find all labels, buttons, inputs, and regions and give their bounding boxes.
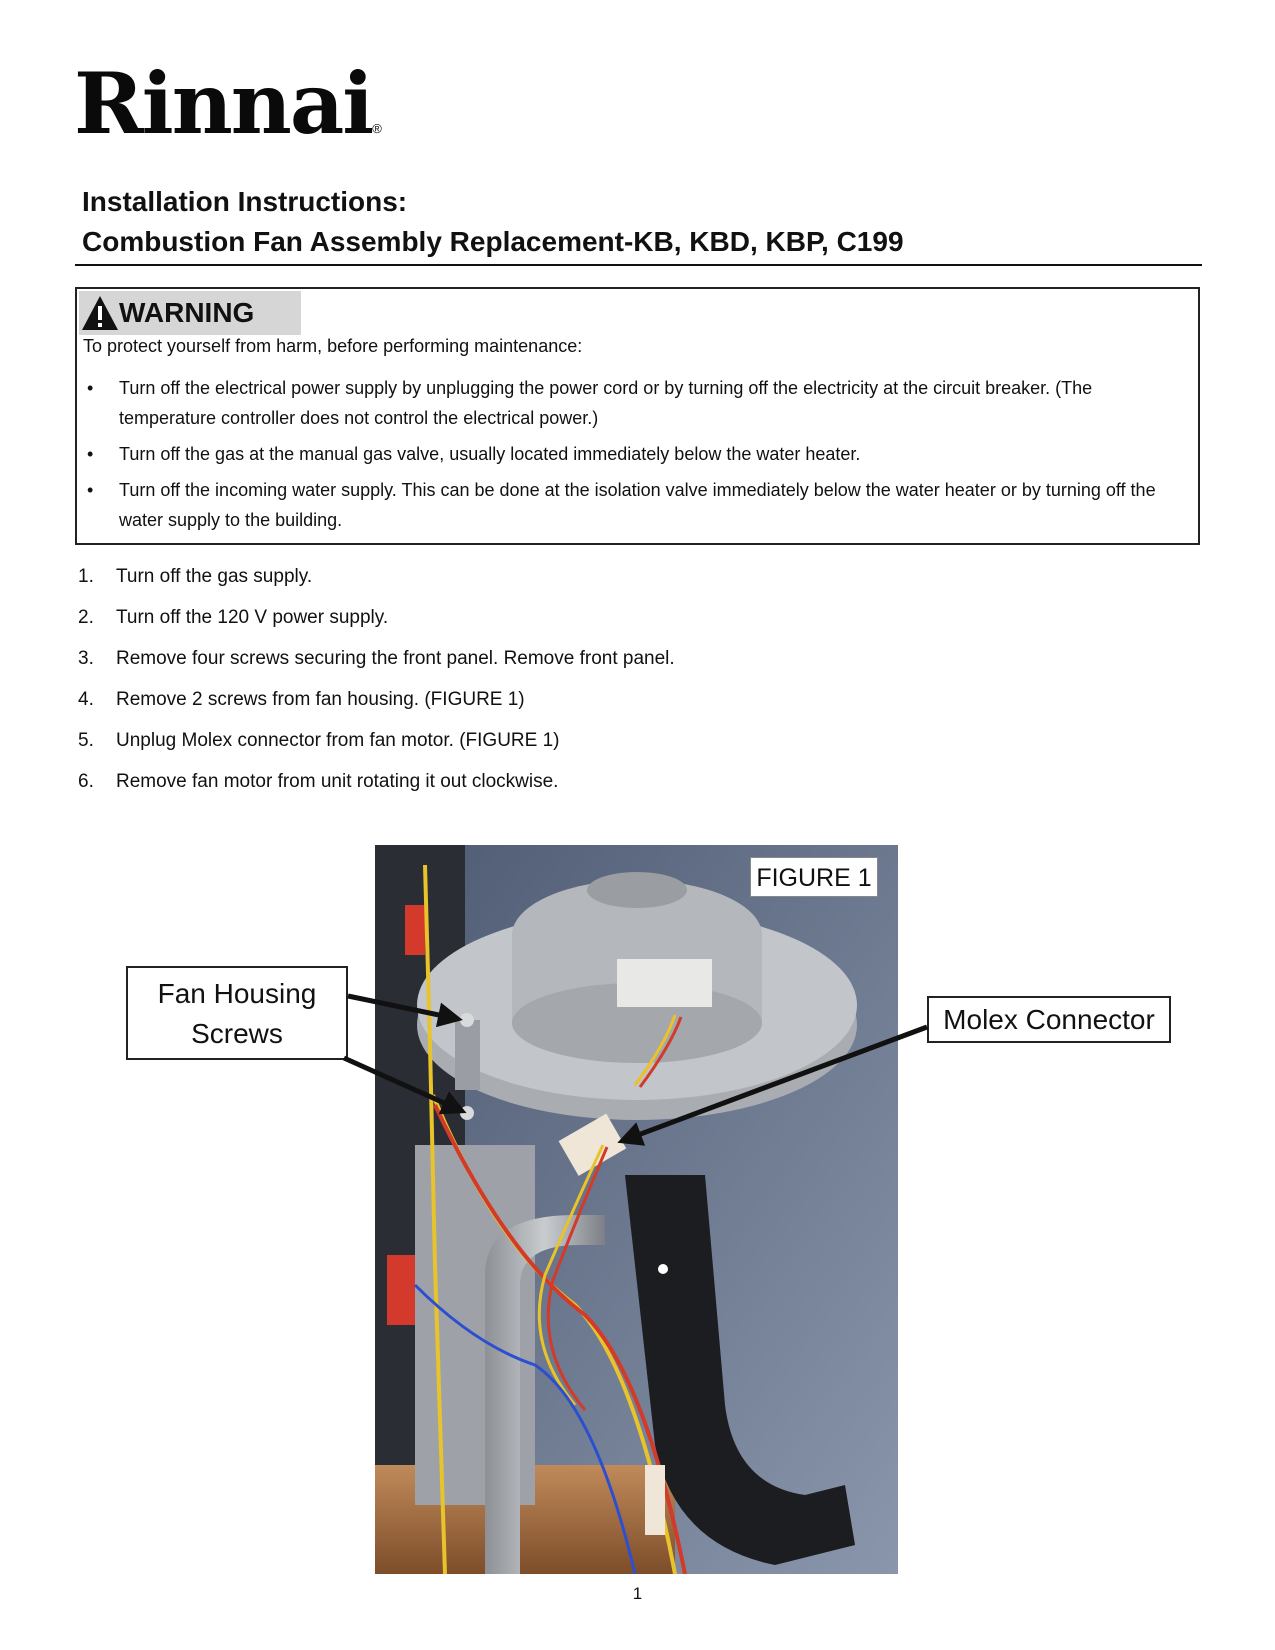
bullet: •: [87, 444, 94, 464]
step-number: 1.: [78, 566, 94, 587]
step-text: Turn off the 120 V power supply.: [116, 607, 389, 628]
warning-triangle-icon: [81, 295, 119, 331]
bullet: •: [87, 480, 94, 500]
warning-item: [83, 373, 1188, 433]
title-divider: [75, 264, 1202, 266]
page-title: [82, 182, 1202, 262]
fan-assembly-illustration: [375, 845, 898, 1574]
warning-heading: WARNING: [119, 297, 255, 328]
step-item: [78, 679, 675, 720]
step-number: 6.: [78, 771, 94, 792]
warning-item-text: Turn off the electrical power supply by unplugging the power cord or by turning off the electricity at the circuit breaker. (The temperature controller does not control the electrical power.): [119, 378, 1093, 428]
step-text: Remove fan motor from unit rotating it out clockwise.: [116, 771, 559, 792]
registered-mark: ®: [372, 121, 382, 136]
step-item: [78, 556, 675, 597]
step-number: 4.: [78, 689, 94, 710]
step-text: Turn off the gas supply.: [116, 566, 313, 587]
figure-label: FIGURE 1: [750, 857, 878, 897]
step-item: [78, 597, 675, 638]
warning-box: [75, 287, 1200, 545]
page-number: 1: [632, 1584, 643, 1603]
title-line-1: Installation Instructions:: [82, 186, 408, 217]
step-item: [78, 638, 675, 679]
brand-name: Rinnai: [74, 54, 373, 153]
warning-intro: To protect yourself from harm, before performing maintenance:: [83, 336, 583, 356]
step-item: [78, 720, 675, 761]
step-number: 3.: [78, 648, 94, 669]
molex-connector-callout: Molex Connector: [927, 996, 1171, 1043]
step-text: Unplug Molex connector from fan motor. (FIGURE 1): [116, 730, 560, 751]
rinnai-logo: [74, 54, 382, 153]
instruction-steps: [78, 556, 675, 802]
warning-header: [79, 291, 301, 335]
warning-item-text: Turn off the incoming water supply. This can be done at the isolation valve immediately below the water heater or by turning off the water supply to the building.: [119, 480, 1156, 530]
bullet: •: [87, 378, 94, 398]
fan-housing-screws-callout: [126, 966, 348, 1060]
step-text: Remove four screws securing the front panel. Remove front panel.: [116, 648, 675, 669]
step-number: 5.: [78, 730, 94, 751]
step-item: [78, 761, 675, 802]
warning-item: [83, 439, 1188, 469]
warning-list: [83, 373, 1188, 541]
fan-housing-callout-line-2: Screws: [191, 1018, 283, 1049]
title-line-2: Combustion Fan Assembly Replacement-KB, KBD, KBP, C199: [82, 226, 904, 257]
step-text: Remove 2 screws from fan housing. (FIGURE 1): [116, 689, 525, 710]
fan-housing-callout-line-1: Fan Housing: [157, 978, 317, 1009]
warning-item: [83, 475, 1188, 535]
step-number: 2.: [78, 607, 94, 628]
figure-1-photo: [375, 845, 898, 1574]
warning-item-text: Turn off the gas at the manual gas valve, usually located immediately below the water heater.: [119, 444, 861, 464]
